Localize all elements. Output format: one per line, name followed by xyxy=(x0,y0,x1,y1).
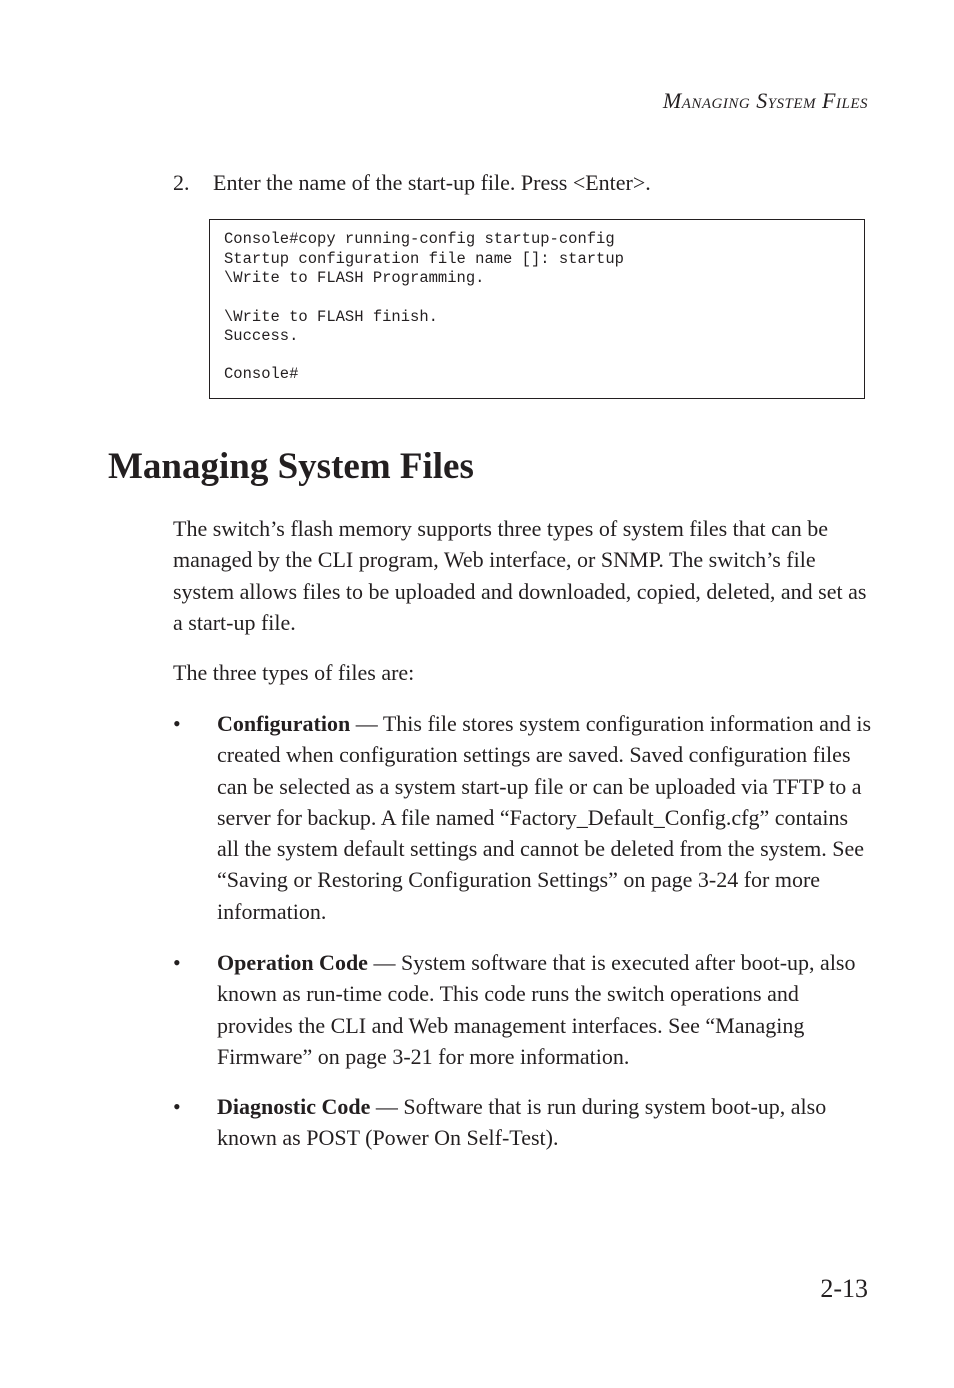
page-number: 2-13 xyxy=(820,1274,868,1303)
bullet-term: Diagnostic Code xyxy=(217,1094,371,1119)
bullet-term: Operation Code xyxy=(217,950,368,975)
console-line: Startup configuration file name []: startup xyxy=(224,249,624,268)
bullet-symbol: • xyxy=(173,1094,181,1119)
intro-paragraph: The switch’s flash memory supports three types of system files that can be managed by the CLI program, Web interface, or SNMP. The switch’s file system allows files to be uploaded and downloaded, copied, deleted, and set as a start-up file. xyxy=(173,516,867,635)
running-header: Managing System Files xyxy=(662,88,868,113)
step-text: Enter the name of the start-up file. Press <Enter>. xyxy=(213,170,651,195)
console-line: Success. xyxy=(224,326,299,345)
bullet-body xyxy=(217,1091,873,1154)
console-line: Console# xyxy=(224,365,299,383)
bullet-text: — This file stores system configuration information and is created when configuration settings are saved. Saved configuration files can be selected as a system start-up file or can be uploaded via TFTP to a server for backup. A file named “Factory_Default_Config.cfg” contains all the system default settings and cannot be deleted from the system. See “Saving or Restoring Configuration Settings” on page 3-24 for more information. xyxy=(217,711,872,924)
bullet-term: Configuration xyxy=(217,711,351,736)
console-line: \Write to FLASH Programming. xyxy=(224,269,485,287)
console-output-box xyxy=(209,219,865,399)
console-line: \Write to FLASH finish. xyxy=(224,307,438,326)
bullet-body xyxy=(217,947,873,1072)
bullet-text: — Software that is run during system boot-up, also known as POST (Power On Self-Test). xyxy=(217,1094,827,1151)
bullet-symbol: • xyxy=(173,950,181,975)
types-lead-paragraph: The three types of files are: xyxy=(173,660,415,685)
section-title: Managing System Files xyxy=(108,446,474,487)
step-number: 2. xyxy=(173,170,190,195)
step-instruction xyxy=(173,168,651,198)
bullet-text: — System software that is executed after boot-up, also known as run-time code. This code runs the switch operations and provides the CLI and Web management interfaces. See “Managing Firmware” on page 3-21 for more information. xyxy=(217,950,856,1069)
bullet-symbol: • xyxy=(173,711,181,736)
bullet-body xyxy=(217,708,873,927)
console-line: Console#copy running-config startup-config xyxy=(224,230,615,248)
